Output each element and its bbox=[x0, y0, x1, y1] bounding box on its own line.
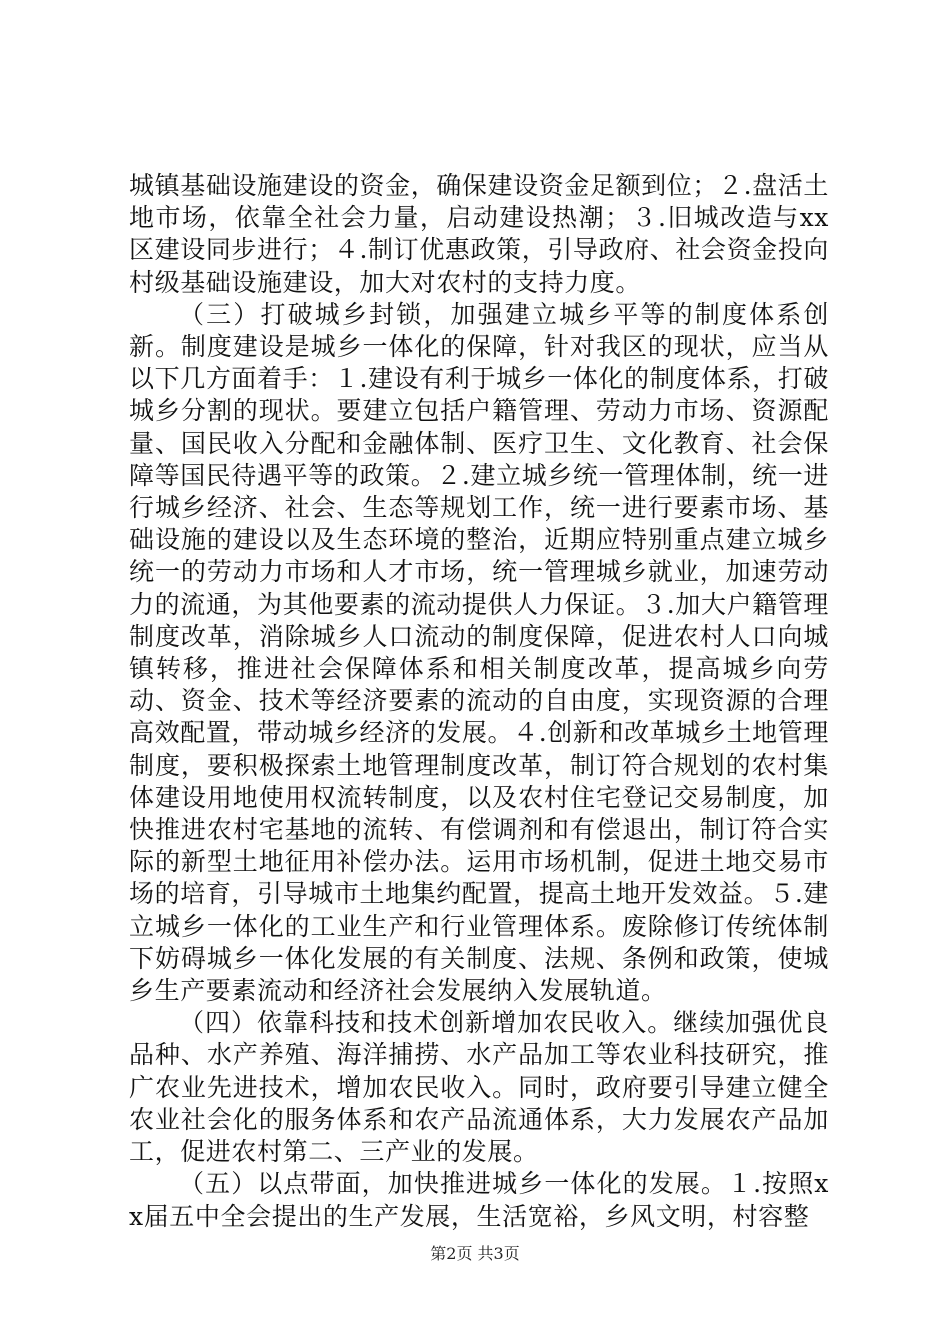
paragraph-2: （三）打破城乡封锁，加强建立城乡平等的制度体系创新。制度建设是城乡一体化的保障，针对我区的现状，应当从以下几方面着手：１.建设有利于城乡一体化的制度体系，打破城乡分割的现状。要建立包括户籍管理、劳动力市场、资源配量、国民收入分配和金融体制、医疗卫生、文化教育、社会保障等国民待遇平等的政策。２.建立城乡统一管理体制，统一进行城乡经济、社会、生态等规划工作，统一进行要素市场、基础设施的建设以及生态环境的整治，近期应特别重点建立城乡统一的劳动力市场和人才市场，统一管理城乡就业，加速劳动力的流通，为其他要素的流动提供人力保证。３.加大户籍管理制度改革，消除城乡人口流动的制度保障，促进农村人口向城镇转移，推进社会保障体系和相关制度改革，提高城乡向劳动、资金、技术等经济要素的流动的自由度，实现资源的合理高效配置，带动城乡经济的发展。４.创新和改革城乡土地管理制度，要积极探索土地管理制度改革，制订符合规划的农村集体建设用地使用权流转制度，以及农村住宅登记交易制度，加快推进农村宅基地的流转、有偿调剂和有偿退出，制订符合实际的新型土地征用补偿办法。运用市场机制，促进土地交易市场的培育，引导城市土地集约配置，提高土地开发效益。５.建立城乡一体化的工业生产和行业管理体系。废除修订传统体制下妨碍城乡一体化发展的有关制度、法规、条例和政策，使城乡生产要素流动和经济社会发展纳入发展轨道。 bbox=[129, 299, 829, 1006]
paragraph-1: 城镇基础设施建设的资金，确保建设资金足额到位；２.盘活土地市场，依靠全社会力量，启动建设热潮；３.旧城改造与xx区建设同步进行；４.制订优惠政策，引导政府、社会资金投向村级基础设施建设，加大对农村的支持力度。 bbox=[129, 171, 829, 297]
paragraph-3: （四）依靠科技和技术创新增加农民收入。继续加强优良品种、水产养殖、海洋捕捞、水产品加工等农业科技研究，推广农业先进技术，增加农民收入。同时，政府要引导建立健全农业社会化的服务体系和农产品流通体系，大力发展农产品加工，促进农村第二、三产业的发展。 bbox=[129, 1008, 829, 1167]
paragraph-4: （五）以点带面，加快推进城乡一体化的发展。１.按照xx届五中全会提出的生产发展，生活宽裕，乡风文明，村容整 bbox=[129, 1169, 829, 1231]
document-body bbox=[129, 170, 829, 1233]
page-number-footer: 第2页 共3页 bbox=[430, 1244, 520, 1263]
